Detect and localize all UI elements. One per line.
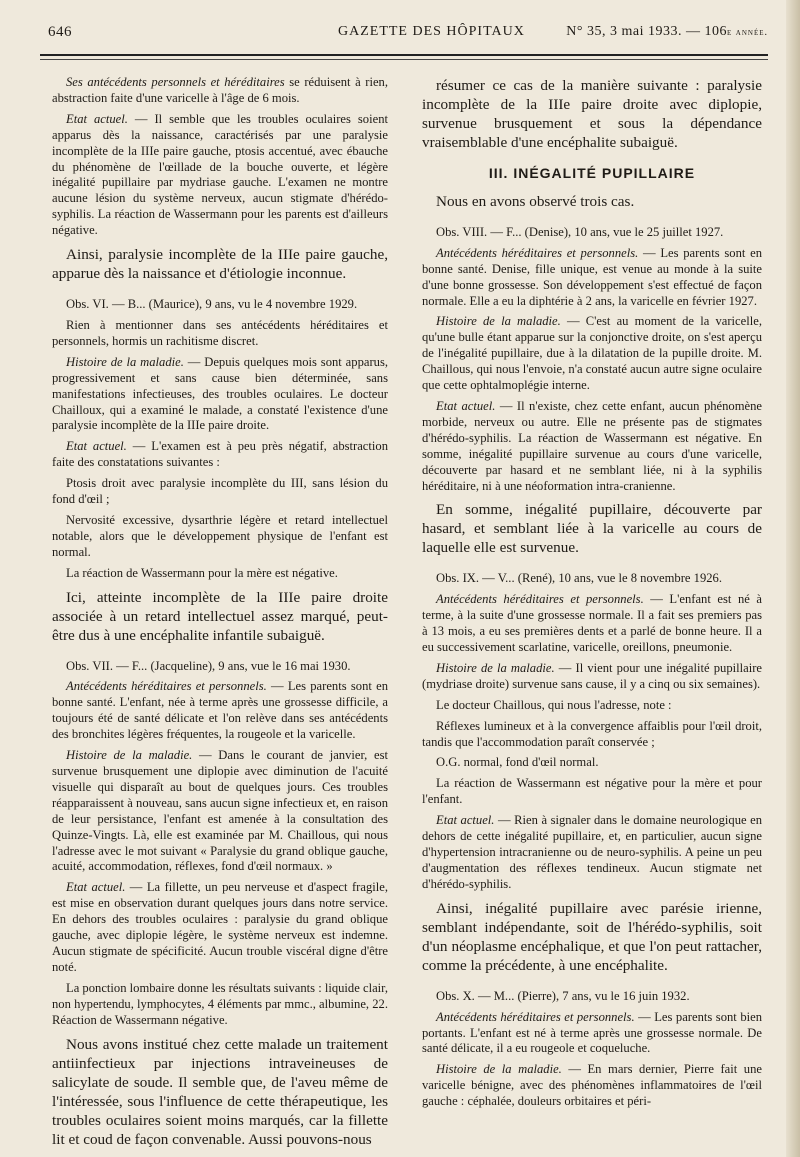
paragraph-label: Etat actuel. bbox=[66, 439, 127, 454]
paragraph-label: Histoire de la maladie. bbox=[436, 1062, 562, 1077]
body-paragraph bbox=[52, 679, 388, 743]
paragraph-label: Ses antécédents personnels et héréditaires bbox=[66, 75, 285, 89]
paragraph-text: Ainsi, inégalité pupillaire avec parésie irienne, semblant indépendante, soit de l'hérédo-syphilis, soit d'un néoplasme encéphalique, et que l'on peut rattacher, comme la précédente, à une encéphalite. bbox=[422, 899, 762, 974]
right-column bbox=[422, 70, 762, 1110]
paragraph-text: — En mars dernier, Pierre fait une varicelle bénigne, avec des phénomènes inflammatoires de l'œil gauche : céphalée, douleurs orbitaires et péri- bbox=[422, 1062, 762, 1109]
paragraph-text: Ici, atteinte incomplète de la IIIe paire droite associée à un retard intellectuel assez marqué, peut-être dus à une encéphalite infantile subaiguë. bbox=[52, 588, 388, 644]
paragraph-text: Réflexes lumineux et à la convergence affaiblis pour l'œil droit, tandis que l'accommodation paraît conservée ; bbox=[422, 718, 762, 749]
body-paragraph bbox=[422, 719, 762, 751]
body-paragraph bbox=[422, 1062, 762, 1110]
paragraph-text: La ponction lombaire donne les résultats suivants : liquide clair, non hypertendu, lymphocytes, 4 éléments par mmc., albumine, 22. Réaction de Wassermann négative. bbox=[52, 980, 388, 1027]
body-paragraph bbox=[422, 813, 762, 893]
paragraph-text: En somme, inégalité pupillaire, découverte par hasard, et semblant liée à la varicelle au cours de laquelle elle est survenue. bbox=[422, 501, 762, 557]
header-rule-thin bbox=[40, 59, 768, 60]
page-header bbox=[40, 18, 768, 46]
paragraph-text: Obs. VI. — B... (Maurice), 9 ans, vu le 4 novembre 1929. bbox=[66, 297, 358, 312]
paragraph-label: Antécédents héréditaires et personnels. bbox=[436, 245, 639, 260]
paragraph-label: Antécédents héréditaires et personnels. bbox=[66, 679, 267, 694]
paragraph-text: Le docteur Chaillous, qui nous l'adresse, note : bbox=[436, 697, 672, 712]
paragraph-text: Nous en avons observé trois cas. bbox=[436, 192, 635, 210]
paragraph-text: — L'examen est à peu près négatif, abstraction faite des constatations suivantes : bbox=[52, 439, 388, 470]
observation-heading bbox=[52, 297, 388, 313]
paragraph-label: Etat actuel. bbox=[436, 813, 495, 828]
body-paragraph bbox=[52, 880, 388, 975]
body-paragraph bbox=[52, 476, 388, 508]
observation-heading bbox=[52, 659, 388, 675]
summary-paragraph bbox=[52, 245, 388, 283]
paragraph-label: Etat actuel. bbox=[436, 398, 496, 413]
paragraph-text: — Depuis quelques mois sont apparus, progressivement et sans cause bien déterminée, sans manifestations infectieuses, des troubles oculaires. Le docteur Chailloux, qui a examiné le malade, a constaté l'existence d'une paralysie incomplète de la IIIe paire droite. bbox=[52, 354, 388, 433]
paragraph-text: Ainsi, paralysie incomplète de la IIIe paire gauche, apparue dès la naissance et d'étiologie inconnue. bbox=[52, 246, 388, 283]
body-paragraph bbox=[52, 981, 388, 1029]
paragraph-label: Antécédents héréditaires et personnels. bbox=[436, 592, 644, 607]
body-paragraph bbox=[422, 592, 762, 656]
body-paragraph bbox=[422, 314, 762, 394]
paragraph-text: — C'est au moment de la varicelle, qu'une bulle étant apparue sur la conjonctive droite, on s'est aperçu de l'inégalité pupillaire, due à la dilatation de la pupille droite. M. Chaillous, qui nous l'envoie, n'a constaté aucun autre signe oculaire que cette ophtalmoplégie interne. bbox=[422, 314, 762, 393]
left-column bbox=[52, 70, 388, 1157]
journal-title: GAZETTE DES HÔPITAUX bbox=[338, 24, 525, 39]
observation-heading bbox=[422, 225, 762, 241]
body-paragraph bbox=[422, 755, 762, 771]
body-paragraph bbox=[422, 776, 762, 808]
body-paragraph bbox=[422, 1010, 762, 1058]
body-paragraph bbox=[52, 439, 388, 471]
body-paragraph bbox=[422, 661, 762, 693]
body-paragraph bbox=[52, 75, 388, 107]
issue-suffix: e année. bbox=[727, 27, 768, 38]
paragraph-text: résumer ce cas de la manière suivante : paralysie incomplète de la IIIe paire droite avec diplopie, survenue brusquement et sous la dépendance vraisemblable d'une encéphalite subaiguë. bbox=[422, 77, 762, 151]
body-paragraph bbox=[52, 355, 388, 435]
paragraph-label: Etat actuel. bbox=[66, 880, 126, 895]
paragraph-label: Histoire de la maladie. bbox=[66, 354, 184, 369]
paragraph-text: Nervosité excessive, dysarthrie légère et retard intellectuel notable, alors que le développement physique de l'enfant est normal. bbox=[52, 512, 388, 559]
summary-paragraph bbox=[422, 76, 762, 152]
paragraph-text: Nous avons institué chez cette malade un traitement antiinfectieux par injections intraveineuses de salicylate de soude. Il semble que, de l'aveu même de l'intéressée, sous l'influence de cette thérapeutique, les troubles oculaires soient moins marqués, car la fillette lit et coud de façon convenable. Aussi pouvons-nous bbox=[52, 1035, 388, 1148]
observation-heading bbox=[422, 989, 762, 1005]
paragraph-label: Histoire de la maladie. bbox=[66, 748, 193, 763]
body-paragraph bbox=[422, 399, 762, 494]
body-paragraph bbox=[422, 698, 762, 714]
paragraph-text: — Il n'existe, chez cette enfant, aucun phénomène morbide, nerveux ou autre. Elle ne présente pas de stigmates d'hérédo-syphilis. La réaction de Wassermann est négative. En somme, inégalité pupillaire survenue au cours d'une varicelle, découverte par hasard et ne semblant liée, ni à la syphilis héréditaire, ni à une néoformation intra-cranienne. bbox=[422, 398, 762, 493]
paragraph-text: La réaction de Wassermann est négative pour la mère et pour l'enfant. bbox=[422, 776, 762, 807]
summary-paragraph bbox=[52, 588, 388, 645]
summary-paragraph bbox=[422, 500, 762, 557]
body-paragraph bbox=[52, 748, 388, 875]
paragraph-text: O.G. normal, fond d'œil normal. bbox=[436, 755, 599, 770]
paragraph-text: se réduisent à rien, abstraction faite d'une varicelle à l'âge de 6 mois. bbox=[52, 75, 388, 105]
paragraph-text: Rien à mentionner dans ses antécédents héréditaires et personnels, hormis un rachitisme discret. bbox=[52, 317, 388, 348]
paragraph-text: — Les parents sont bien portants. L'enfant est né à terme après une grossesse normale. De santé délicate, il a eu rougeole et coqueluche. bbox=[422, 1009, 763, 1056]
paragraph-text: — Il vient pour une inégalité pupillaire (mydriase droite) survenue sans cause, il y a cinq ou six semaines). bbox=[422, 660, 762, 691]
paragraph-text: — Rien à signaler dans le domaine neurologique en dehors de cette inégalité pupillaire, et, en particulier, aucun signe d'hypertension intracranienne ou de neuro-syphilis. A peine un peu d'augmentation des réflexes tendineux. Aucun stigmate net d'hérédo-syphilis. bbox=[422, 813, 762, 891]
paragraph-text: — L'enfant est né à terme, à la suite d'une grossesse normale. Il a fait ses premiers pas à 13 mois, a eu ses premières dents et a parlé de bonne heure. Il a eu successivement scarlatine, varicelle, oreillons, pneumonie. bbox=[422, 592, 762, 655]
summary-paragraph bbox=[422, 192, 762, 211]
paragraph-text: — Les parents sont en bonne santé. L'enfant, née à terme après une grossesse difficile, a toujours été de santé délicate et l'on relève dans ses antécédents des bronchites légères fréquentes, la rougeole et la varicelle. bbox=[52, 679, 388, 742]
paragraph-text: — Les parents sont en bonne santé. Denise, fille unique, est venue au monde à la suite d'une bonne grossesse. Son développement s'est effectué de façon normale. Elle a eu la diphtérie à 2 ans, la varicelle en février 1927. bbox=[422, 245, 762, 308]
page-number: 646 bbox=[48, 24, 72, 40]
summary-paragraph bbox=[52, 1035, 388, 1149]
paragraph-label: Histoire de la maladie. bbox=[436, 660, 555, 675]
observation-heading bbox=[422, 571, 762, 587]
paragraph-text: Ptosis droit avec paralysie incomplète du III, sans lésion du fond d'œil ; bbox=[52, 476, 388, 507]
paragraph-text: — La fillette, un peu nerveuse et d'aspect fragile, est mise en observation durant quelques jours dans notre service. En dehors des troubles oculaires : paralysie du grand oblique gauche, avec diplopie légère, le système nerveux est indemne. Aucun stigmate de spécificité. Aucun trouble viscéral digne d'être noté. bbox=[52, 880, 388, 974]
body-paragraph bbox=[52, 513, 388, 561]
paragraph-text: — Il semble que les troubles oculaires soient apparus dès la naissance, caractérisés par une paralysie incomplète de la IIIe paire gauche, ptosis accentué, avec ébauche du phénomène de l'œillade de la bouche ouverte, et légère inégalité pupillaire par mydriase gauche. L'examen ne montre aucune lésion du système nerveux, aucun stigmate d'hérédo-syphilis. La réaction de Wassermann pour les parents est d'ailleurs négative. bbox=[52, 111, 388, 238]
page-edge bbox=[786, 0, 800, 1157]
paragraph-label: Etat actuel. bbox=[66, 111, 128, 126]
summary-paragraph bbox=[422, 899, 762, 975]
paragraph-label: Antécédents héréditaires et personnels. bbox=[436, 1009, 635, 1024]
body-paragraph bbox=[52, 566, 388, 582]
paragraph-text: La réaction de Wassermann pour la mère est négative. bbox=[66, 565, 338, 580]
body-paragraph bbox=[422, 246, 762, 310]
paragraph-text: Obs. VIII. — F... (Denise), 10 ans, vue le 25 juillet 1927. bbox=[436, 224, 724, 239]
body-paragraph bbox=[52, 112, 388, 239]
paragraph-label: Histoire de la maladie. bbox=[436, 314, 561, 329]
paragraph-text: Obs. IX. — V... (René), 10 ans, vue le 8 novembre 1926. bbox=[436, 571, 722, 586]
paragraph-text: Obs. X. — M... (Pierre), 7 ans, vu le 16 juin 1932. bbox=[436, 988, 690, 1003]
section-heading: III. INÉGALITÉ PUPILLAIRE bbox=[488, 165, 696, 181]
body-paragraph bbox=[52, 318, 388, 350]
header-rule bbox=[40, 54, 768, 56]
issue-text: N° 35, 3 mai 1933. — 106 bbox=[566, 24, 727, 39]
issue-info bbox=[566, 24, 768, 40]
paragraph-text: Obs. VII. — F... (Jacqueline), 9 ans, vue le 16 mai 1930. bbox=[66, 658, 351, 673]
paragraph-text: — Dans le courant de janvier, est survenue brusquement une diplopie avec diminution de l'acuité visuelle qui disparaît au bout de quelques jours. Ces troubles réapparaissent à nouveau, sans aucun signe infectieux et, en raison de leur persistance, l'enfant est amenée à la consultation des Quinze-Vingts. Là, elle est examinée par M. Chaillous, qui nous l'adresse avec le mot suivant « Paralysie du grand oblique gauche, acuité, accommodation, réflexes, fond d'œil normaux. » bbox=[52, 748, 388, 874]
